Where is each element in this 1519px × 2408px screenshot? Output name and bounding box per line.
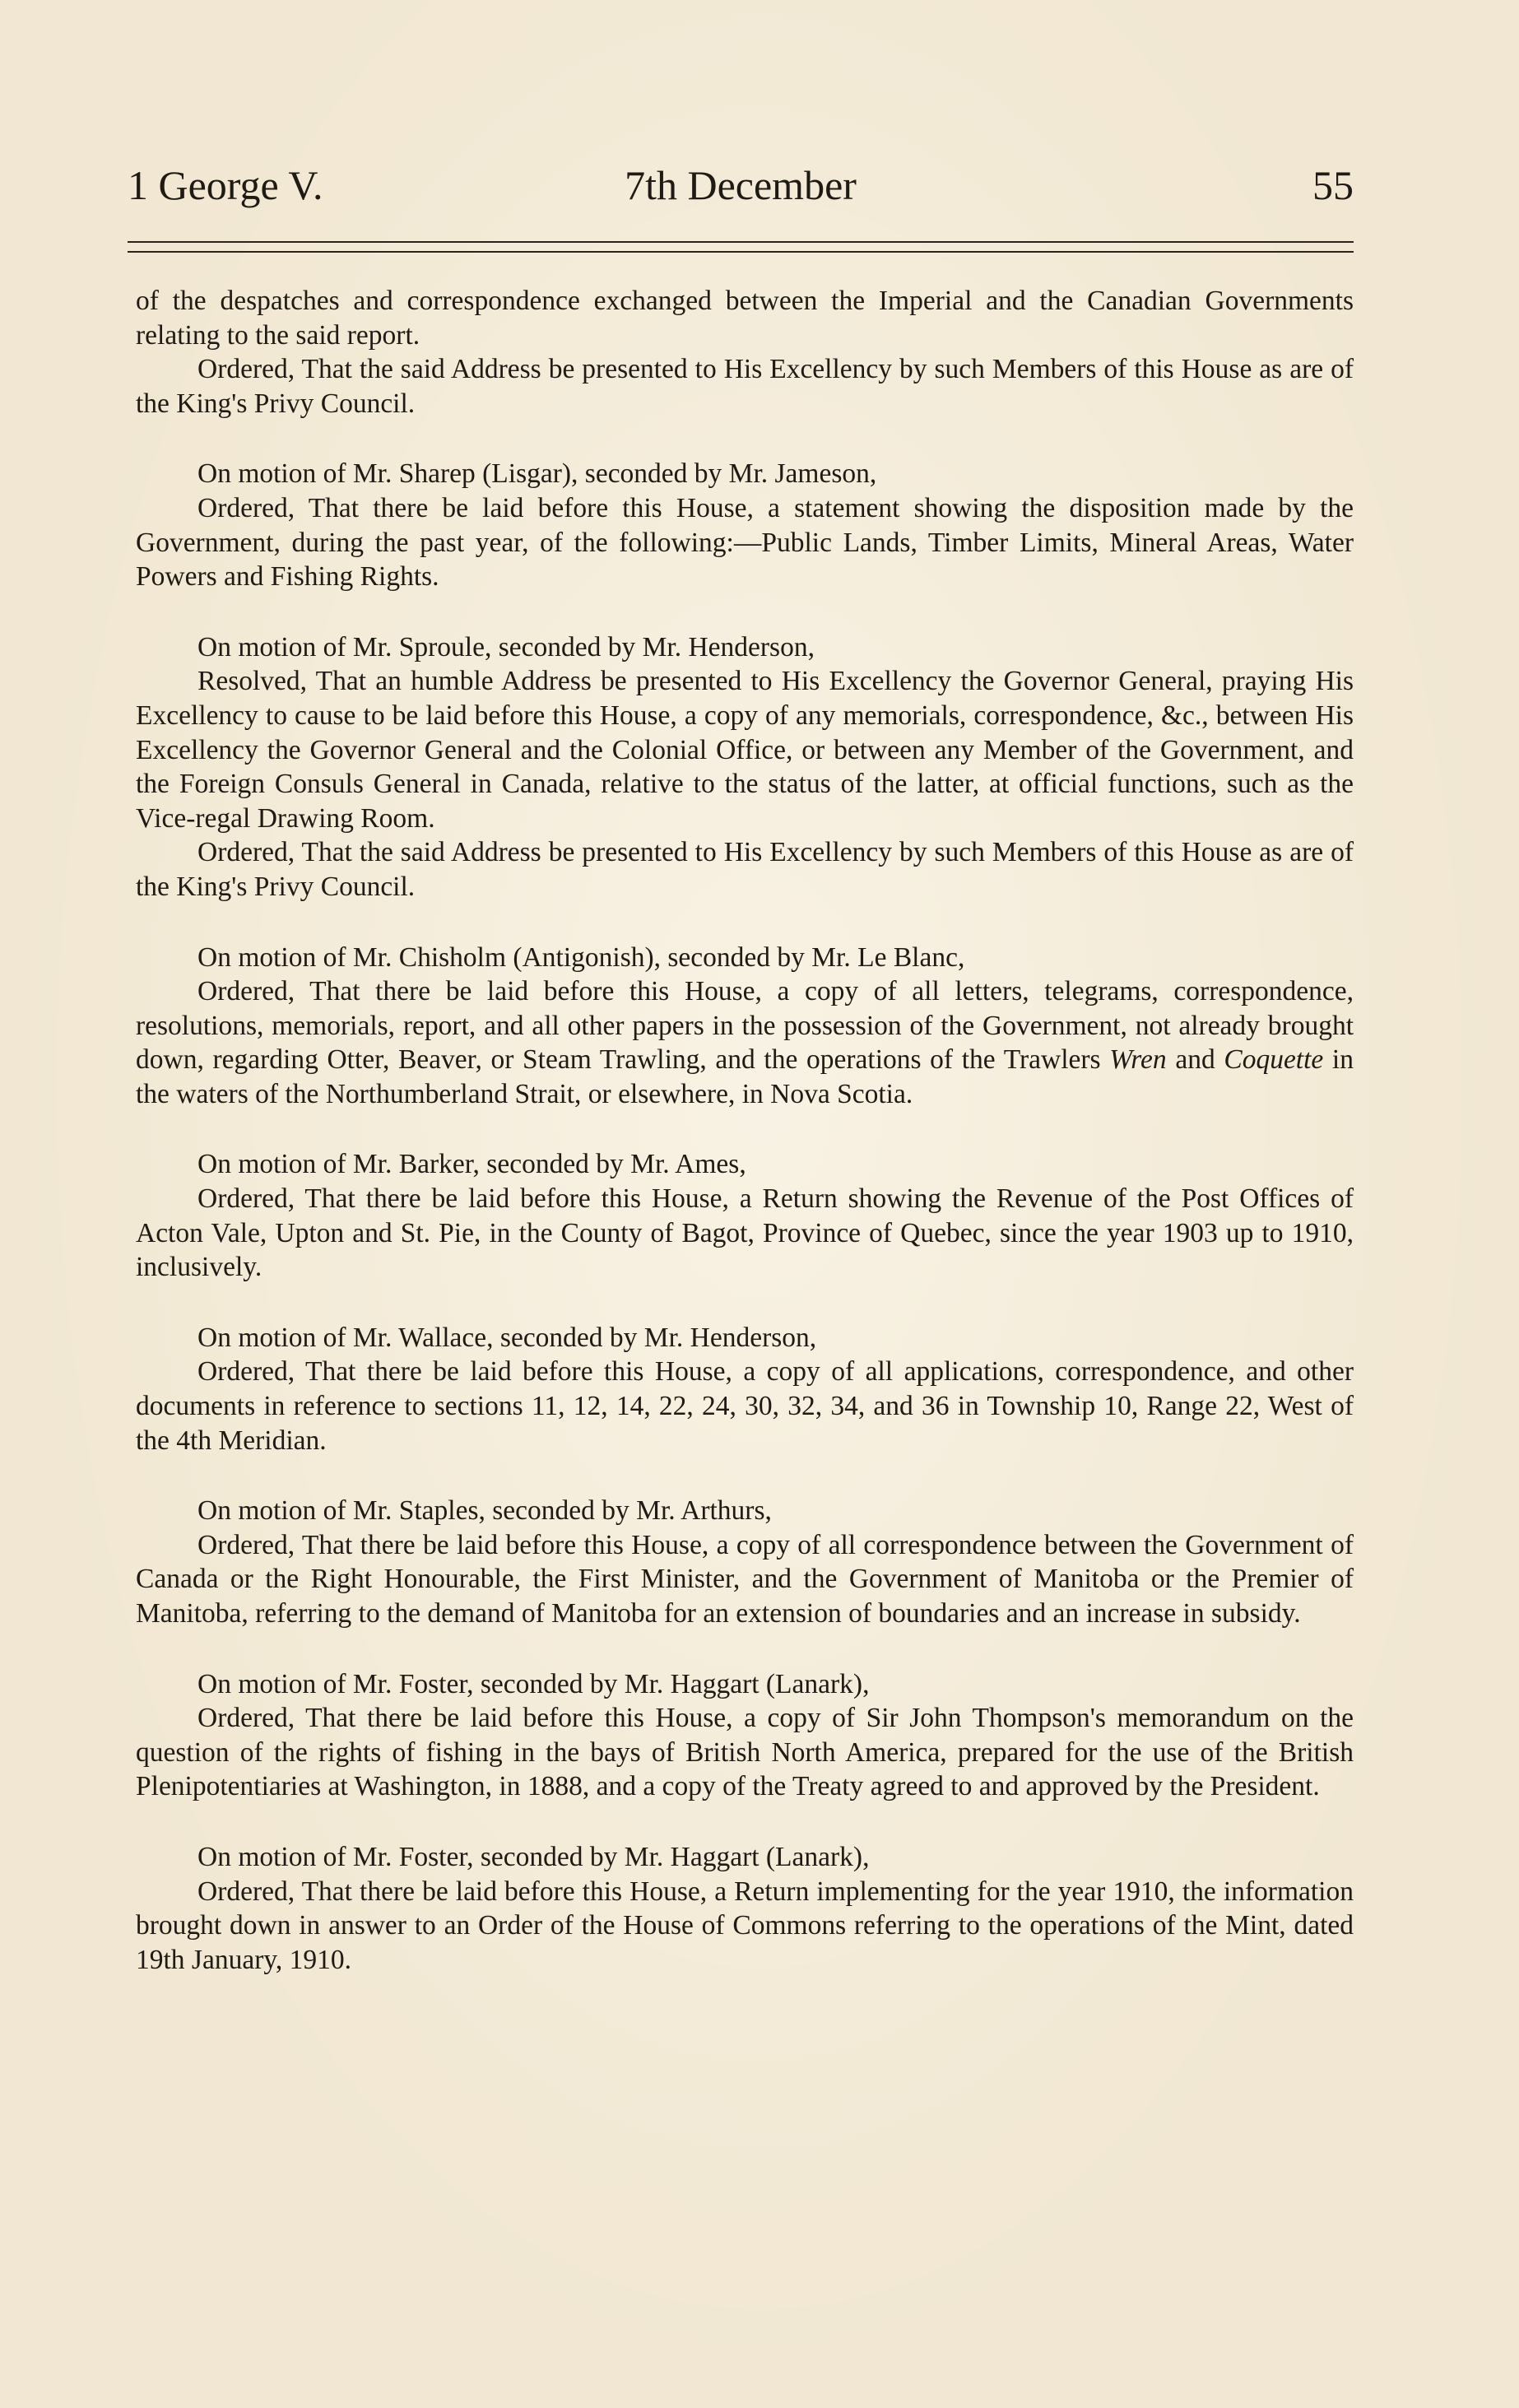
text-run: Ordered, That there be laid before this House, a copy of all letters, telegrams, correspondence, resolutions, memorials, report, and all other papers in the possession of the Government, not already brought down, regarding Otter, Beaver, or Steam Trawling, and the operations of the Trawlers (136, 976, 1354, 1076)
entry-address-continuation (136, 284, 1354, 421)
entry-barker-motion (136, 1147, 1354, 1284)
paragraph: Ordered, That there be laid before this House, a copy of Sir John Thompson's memorandum on the question of the rights of fishing in the bays of British North America, prepared for the use of the British Plenipotentiaries at Washington, in 1888, and a copy of the Treaty agreed to and approved by the President. (136, 1703, 1354, 1802)
entry-sharep-motion (136, 457, 1354, 593)
motion-line: On motion of Mr. Sharep (Lisgar), seconded by Mr. Jameson, (197, 458, 877, 490)
page-header (128, 156, 1354, 214)
paragraph: Ordered, That there be laid before this House, a Return showing the Revenue of the Post Offices of Acton Vale, Upton and St. Pie, in the County of Bagot, Province of Quebec, since the year 1903 up to 1910, inclusively. (136, 1183, 1354, 1283)
entry-wallace-motion (136, 1321, 1354, 1457)
paragraph: Ordered, That there be laid before this House, a Return implementing for the year 1910, the information brought down in answer to an Order of the House of Commons referring to the operations of the Mint, dated 19th January, 1910. (136, 1876, 1354, 1975)
paragraph: of the despatches and correspondence exchanged between the Imperial and the Canadian Governments relating to the said report. (136, 286, 1354, 351)
text-run: in the waters of the Northumberland Strait, or elsewhere, in Nova Scotia. (136, 1044, 1354, 1109)
motion-line: On motion of Mr. Barker, seconded by Mr. Ames, (197, 1149, 746, 1180)
entry-chisholm-motion (136, 941, 1354, 1112)
paragraph: Resolved, That an humble Address be presented to His Excellency the Governor General, praying His Excellency to cause to be laid before this House, a copy of any memorials, correspondence, &c., between His Excellency the Governor General and the Colonial Office, or between any Member of the Government, and the Foreign Consuls General in Canada, relative to the status of the latter, at official functions, such as the Vice-regal Drawing Room. (136, 666, 1354, 834)
motion-line: On motion of Mr. Chisholm (Antigonish), seconded by Mr. Le Blanc, (197, 941, 965, 973)
motion-line: On motion of Mr. Sproule, seconded by Mr. Henderson, (197, 631, 815, 662)
paragraph (136, 974, 1354, 1111)
entry-foster-motion-treaty (136, 1667, 1354, 1804)
text-run: and (1166, 1044, 1224, 1076)
paragraph: Ordered, That the said Address be presented to His Excellency by such Members of this House as are of the King's Privy Council. (136, 837, 1354, 902)
entry-foster-motion-mint (136, 1840, 1354, 1977)
motion-line: On motion of Mr. Foster, seconded by Mr. Haggart (Lanark), (197, 1668, 870, 1699)
motion-line: On motion of Mr. Staples, seconded by Mr. Arthurs, (197, 1495, 772, 1527)
ship-name: Wren (1109, 1044, 1167, 1076)
ship-name: Coquette (1224, 1044, 1324, 1076)
entry-sproule-motion (136, 630, 1354, 904)
header-rule-lower (128, 251, 1354, 253)
motion-line: On motion of Mr. Wallace, seconded by Mr. Henderson, (197, 1322, 817, 1353)
paragraph: Ordered, That the said Address be presented to His Excellency by such Members of this House as are of the King's Privy Council. (136, 354, 1354, 419)
page-number: 55 (1312, 162, 1354, 208)
journal-body (136, 284, 1354, 2013)
paragraph: Ordered, That there be laid before this House, a copy of all applications, correspondence, and other documents in reference to sections 11, 12, 14, 22, 24, 30, 32, 34, and 36 in Township 10, Range 22, West of the 4th Meridian. (136, 1356, 1354, 1456)
date-label: 7th December (625, 162, 857, 208)
header-rule-upper (128, 241, 1354, 243)
session-label: 1 George V. (128, 162, 323, 208)
entry-staples-motion (136, 1494, 1354, 1630)
motion-line: On motion of Mr. Foster, seconded by Mr. Haggart (Lanark), (197, 1841, 870, 1872)
paragraph: Ordered, That there be laid before this House, a copy of all correspondence between the Government of Canada or the Right Honourable, the First Minister, and the Government of Manitoba or the Premier of Manitoba, referring to the demand of Manitoba for an extension of boundaries and an increase in subsidy. (136, 1529, 1354, 1629)
paragraph: Ordered, That there be laid before this House, a statement showing the disposition made by the Government, during the past year, of the following:—Public Lands, Timber Limits, Mineral Areas, Water Powers and Fishing Rights. (136, 492, 1354, 593)
